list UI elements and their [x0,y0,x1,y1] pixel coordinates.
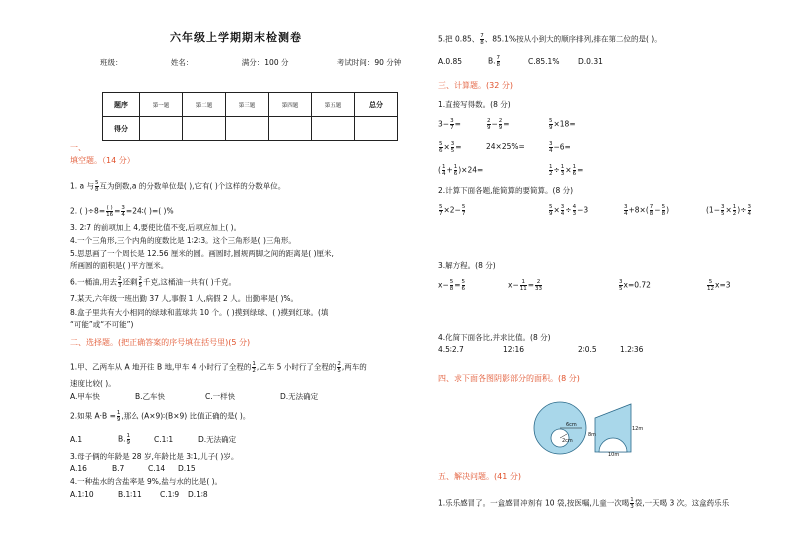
calc-1-row-3: ( $\frac{1}{4}$ + $\frac{1}{6}$ )×24= $\frac{1}{2}$ ÷ $\frac{1}{3}$ × $\frac{1}{6}$ = [438,164,584,177]
option[interactable]: C.1∶1 [154,435,174,444]
choice-4: 4.一种盐水的含盐率是 9%,盐与水的比是( )。 [70,477,223,486]
score-table-header: 总分 [355,93,398,117]
fraction: $\frac{3}{5}$ [720,204,725,217]
full-score-label: 满分：100 分 [241,58,289,67]
score-table-header: 第一题 [140,93,183,117]
fraction: $\frac{3}{5}$ [450,141,455,154]
fraction: $\frac{3}{4}$ [549,141,553,154]
equation: x− $\frac{5}{8}$ = $\frac{5}{6}$ [438,279,466,292]
option[interactable]: C.14 [148,464,166,473]
fraction: $\frac{5}{6}$ [439,141,443,154]
fraction: $\frac{( )}{16}$ [106,205,114,218]
fraction: $\frac{5}{7}$ [461,204,466,217]
fraction: $\frac{5}{8}$ [661,204,666,217]
option[interactable]: B.乙车快 [135,392,166,401]
calc-2-title: 2.计算下面各题,能简算的要简算。(8 分) [438,186,574,195]
question-8b: “可能”或“不可能”) [70,320,134,329]
fraction: $\frac{2}{33}$ [535,279,543,292]
question-5a: 5.思思画了一个周长是 12.56 厘米的圆。画圆时,圆规两脚之间的距离是( )厘米, [70,249,334,258]
left-column [70,0,410,549]
section-5-score: (41 分) [494,472,521,481]
calc-item: $\frac{3}{4}$ +8×( $\frac{7}{8}$ − $\frac{5}{8}$ ) [624,204,670,217]
fraction: $\frac{2}{9}$ [498,118,503,131]
label-8m: 8m [588,432,597,438]
equation: x− $\frac{1}{11}$ = $\frac{2}{33}$ [508,279,543,292]
section-4-score: (8 分) [558,374,580,383]
option[interactable]: C.1∶9 [160,490,180,499]
question-6: 6.一桶油,用去 $\frac{2}{3}$ 还剩 $\frac{2}{5}$ 千克,这桶油一共有( )千克。 [70,276,237,289]
fraction: $\frac{2}{9}$ [487,118,491,131]
fraction: $\frac{1}{3}$ [560,164,565,177]
option[interactable]: D.无法确定 [280,392,319,401]
fraction: $\frac{4}{3}$ [572,204,577,217]
page-title: 六年级上学期期末检测卷 [170,31,302,44]
fraction: $\frac{1}{9}$ [126,433,131,446]
option[interactable]: A.1∶10 [70,490,94,499]
fraction: $\frac{1}{2}$ [549,164,553,177]
option[interactable]: D.1∶8 [188,490,208,499]
option[interactable]: A.0.85 [438,57,463,66]
fraction: $\frac{5}{9}$ [549,204,553,217]
fraction: $\frac{1}{6}$ [453,164,458,177]
option[interactable]: A.甲车快 [70,392,100,401]
section-1-heading [70,157,135,165]
fraction: $\frac{1}{2}$ [732,204,737,217]
fraction: $\frac{3}{4}$ [624,204,628,217]
section-3-heading [438,82,513,90]
fraction: $\frac{1}{4}$ [441,164,446,177]
fraction: $\frac{5}{8}$ [449,279,454,292]
option[interactable]: D.0.31 [578,57,603,66]
label-12m: 12m [632,426,643,432]
choice-3: 3.母子俩的年龄是 28 岁,年龄比是 3∶1,儿子( )岁。 [70,452,239,461]
fraction: $\frac{1}{9}$ [116,410,121,423]
question-2: 2. ( )÷8= $\frac{( )}{16}$ = $\frac{3}{4}$ =24∶( )=( )% [70,205,174,218]
score-cell[interactable] [269,117,312,141]
exam-header [100,59,447,67]
fraction: $\frac{7}{8}$ [480,33,484,46]
score-cell[interactable] [355,117,398,141]
score-table-header: 第五题 [312,93,355,117]
ratio: 12∶16 [503,345,525,354]
fraction: $\frac{3}{7}$ [450,118,454,131]
section-3-title: 三、计算题。 [438,81,486,90]
fraction: $\frac{3}{4}$ [121,205,125,218]
score-cell[interactable] [226,117,269,141]
option[interactable]: D.15 [178,464,196,473]
ratio: 4.5∶2.7 [438,345,464,354]
question-3: 3. 2∶7 的前项加上 4,要使比值不变,后项应加上( )。 [70,223,242,232]
fraction: $\frac{5}{12}$ [707,279,714,292]
fraction: $\frac{5}{8}$ [95,180,99,193]
score-table [102,92,398,141]
fraction: $\frac{1}{11}$ [519,279,527,292]
label-10m: 10m [608,452,620,456]
question-8a: 8.盒子里共有大小相同的绿球和蓝球共 10 个。( )摸到绿球、( )摸到红球。(填 [70,308,329,317]
shaded-area-figure [533,400,643,456]
ratio: 2∶0.5 [578,345,597,354]
fraction: $\frac{3}{5}$ [619,279,623,292]
section-3-score: (32 分) [486,81,513,90]
calc-item: $\frac{1}{2}$ ÷ $\frac{1}{3}$ × $\frac{1}{6}$ = [549,164,584,177]
calc-item: $\frac{5}{9}$ ×18= [549,118,576,131]
score-cell[interactable] [140,117,183,141]
section-2-score: (5 分) [228,338,251,347]
fraction: $\frac{5}{6}$ [461,279,466,292]
calc-item: $\frac{5}{9}$ × $\frac{3}{4}$ ÷ $\frac{4}{3}$ −3 [549,204,589,217]
option[interactable]: A.16 [70,464,87,473]
score-table-header: 第二题 [183,93,226,117]
fraction: $\frac{3}{4}$ [560,204,565,217]
option[interactable]: B.1∶11 [118,490,142,499]
section-1-title: 填空题。 [70,156,102,165]
label-6cm: 6cm [566,422,577,428]
choice-1b: 速度比较( )。 [70,379,116,388]
calc-4-title: 4.化简下面各比,并求比值。(8 分) [438,333,551,342]
fraction: $\frac{1}{6}$ [572,164,577,177]
calc-item: $\frac{2}{9}$ − $\frac{2}{9}$ = [487,118,510,131]
option[interactable]: B. $\frac{7}{8}$ [488,55,501,68]
fraction: $\frac{1}{2}$ [252,361,256,374]
section-1-number: 一、 [70,143,86,152]
section-5-heading [438,473,521,481]
fraction: $\frac{7}{8}$ [496,55,501,68]
calc-item: $\frac{3}{4}$ −6= [549,141,571,154]
option[interactable]: A.1 [70,435,83,444]
right-column [438,0,783,549]
section-5-title: 五、解决问题。 [438,472,494,481]
calc-item: $\frac{5}{7}$ ×2− $\frac{5}{7}$ [439,204,466,217]
name-label: 姓名： [170,58,194,67]
score-table-header: 第三题 [226,93,269,117]
question-4: 4.一个三角形,三个内角的度数比是 1∶2∶3。这个三角形是( )三角形。 [70,236,296,245]
section-4-title: 四、求下面各图阴影部分的面积。 [438,374,558,383]
fraction: $\frac{1}{3}$ [630,497,634,510]
fraction: $\frac{2}{5}$ [337,361,341,374]
question-7: 7.某天,六年级一班出勤 37 人,事假 1 人,病假 2 人。出勤率是( )%。 [70,294,299,303]
score-row-label: 得分 [103,117,140,141]
option[interactable]: C.85.1% [528,57,560,66]
section-2-heading [70,339,250,347]
choice-2: 2.如果 A·B = $\frac{1}{9}$ ,那么 (A×9)∶(B×9) 比值正确的是( )。 [70,410,251,423]
exam-time-label: 考试时间：90 分钟 [336,58,402,67]
fraction: $\frac{5}{9}$ [549,118,553,131]
equation: $\frac{3}{5}$ x=0.72 [619,279,651,292]
calc-1-row-1: 3− $\frac{3}{7}$ = $\frac{2}{9}$ − $\frac{2}{9}$ = $\frac{5}{9}$ ×18= [438,118,576,131]
fraction: $\frac{2}{5}$ [138,276,143,289]
label-2cm: 2cm [562,438,573,444]
equation: $\frac{5}{12}$ x=3 [707,279,731,292]
option[interactable]: D.无法确定 [198,435,237,444]
calc-3-title: 3.解方程。(8 分) [438,261,496,270]
calc-1-title: 1.直接写得数。(8 分) [438,100,511,109]
score-table-header: 第四题 [269,93,312,117]
score-cell[interactable] [312,117,355,141]
fraction: $\frac{5}{7}$ [439,204,443,217]
fraction: $\frac{2}{3}$ [118,276,122,289]
section-2-title: 二、选择题。(把正确答案的序号填在括号里) [70,338,229,347]
question-r5: 5.把 0.85、 $\frac{7}{8}$ 、85.1%按从小到大的顺序排列,排在第二位的是( )。 [438,33,662,46]
choice-1a: 1.甲、乙两车从 A 地开往 B 地,甲车 4 小时行了全程的 $\frac{1}{2}$ ,乙车 5 小时行了全程的 $\frac{2}{5}$ ,两车的 [70,361,367,374]
section-4-heading [438,375,580,383]
option[interactable]: B.7 [112,464,125,473]
score-cell[interactable] [183,117,226,141]
question-5b: 所画圆的面积是( )平方厘米。 [70,261,169,270]
problem-1: 1.乐乐感冒了。一盒感冒冲剂有 10 袋,按医嘱,儿童一次喝 $\frac{1}{3}$ 袋,一天喝 3 次。这盒药乐乐 [438,497,730,510]
option[interactable]: C.一样快 [205,392,236,401]
option[interactable]: B. $\frac{1}{9}$ [118,433,131,446]
ratio: 1.2∶36 [620,345,644,354]
fraction: $\frac{3}{4}$ [747,204,751,217]
question-1: 1. a 与 $\frac{5}{8}$ 互为倒数,a 的分数单位是( ),它有( )个这样的分数单位。 [70,180,286,193]
class-label: 班级： [100,58,123,67]
calc-1-row-2: $\frac{5}{6}$ × $\frac{3}{5}$ = 24×25%= $\frac{3}{4}$ −6= [439,141,571,154]
calc-item: (1− $\frac{3}{5}$ × $\frac{1}{2}$ )÷ $\frac{3}{4}$ [706,204,751,217]
section-1-score: （14 分） [102,156,135,165]
score-table-header: 题序 [103,93,140,117]
fraction: $\frac{7}{8}$ [649,204,654,217]
